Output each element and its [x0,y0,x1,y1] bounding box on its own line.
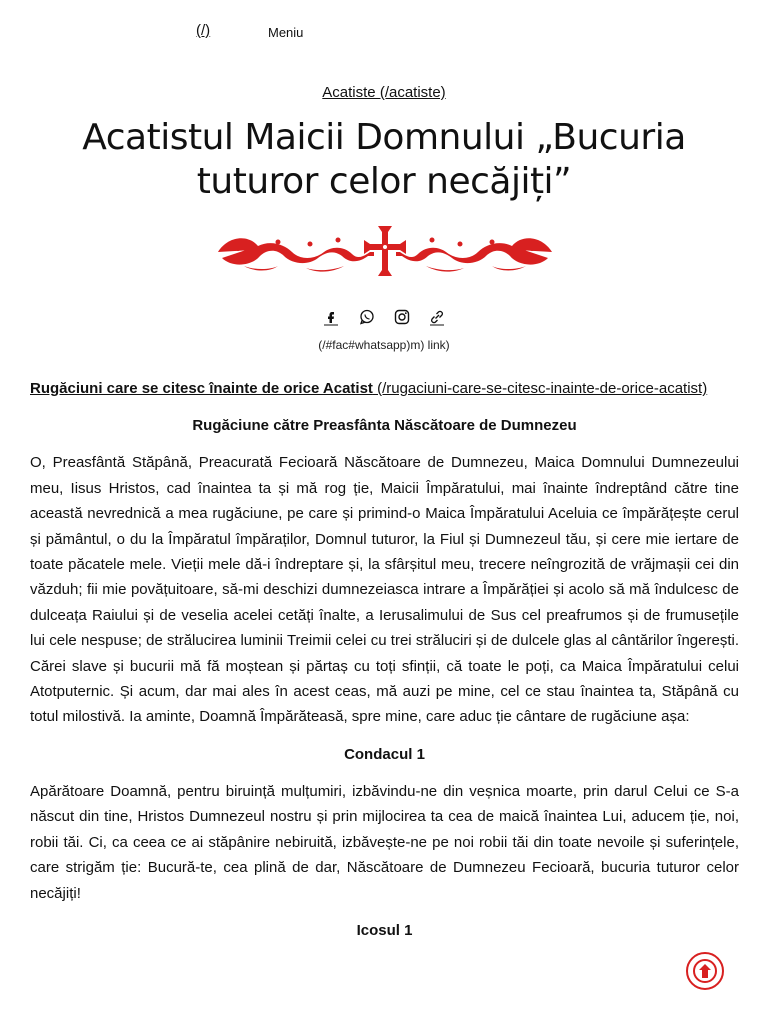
section-heading-condacul-1: Condacul 1 [344,745,425,763]
intro-link-url: (/rugaciuni-care-se-citesc-inainte-de-orice-acatist) [372,380,708,397]
category-link[interactable]: Acatiste (/acatiste) [322,84,446,101]
link-icon[interactable] [428,308,446,326]
orthodox-cross-ornament [214,226,556,278]
share-links-text[interactable]: (/#fac#whatsapp)m) link) [318,338,450,352]
page-title: Acatistul Maicii Domnului „Bucuria tuturor celor necăjiți” [82,117,686,202]
share-bar [0,308,768,328]
scroll-to-top-button[interactable] [686,952,724,990]
right-scroll-ornament [396,238,552,264]
section-text-condacul-1: Apărătoare Doamnă, pentru biruință mulțumiri, izbăvindu-ne din veșnica moarte, prin darul Celui ce S-a născut din tine, Hristos Dumnezeul nostru și prin mijlocirea ta cea de maică înaintea Lui, aducem ție, noi, robii tăi. Ci, ca ceea ce ai stăpânire nebiruită, izbăvește-ne pe noi robii tăi din toate nevoile și suferințele, care strigăm ție: Bucură-te, cea plină de dar, Născătoare de Dumnezeu Fecioară, bucuria tuturor celor necăjiți! [30,782,739,902]
top-bar [0,20,768,46]
instagram-icon[interactable] [393,308,411,326]
left-scroll-ornament [218,238,374,264]
section-heading-icosul-1: Icosul 1 [356,921,413,939]
whatsapp-icon[interactable] [358,308,376,326]
intro-prayers-link[interactable] [30,376,739,401]
section-text-rugaciune: O, Preasfântă Stăpână, Preacurată Fecioară Născătoare de Dumnezeu, Maica Domnului Dumnezeului meu, Iisus Hristos, cad înaintea ta și mă rog ție, Maicii Împăratului, mai înainte îndreptând către tine această nevrednică a mea rugăciune, pe care și primind-o Maica Împăratului Aceluia ce împărățește cerul și pământul, o du la Împăratul împăraților, Domnul tuturor, la Fiul și Dumnezeul tău, și cere mie iertare de toate păcatele mele. Vieții mele dă-i îndreptare și, la sfârșitul meu, trecere neîngrozită de vrăjmașii cei din văzduh; fii mie povățuitoare, să-mi deschizi dumnezeiasca intrare a Împărăției și acolo să mă îndulcesc de dulceața Raiului și de veselia acelei cetăți înalte, a Ierusalimului de Sus cel preafrumos și de frumusețile lui cele nespuse; de strălucirea luminii Treimii celei cu trei străluciri și de dulcele glas al cântărilor îngerești. Cărei slave și bucurii mă fă moștean și părtaș cu toți sfinții, că toate le poți, ca Maica Împăratului celui Atotputernic. Și acum, dar mai ales în acest ceas, mă auzi pe mine, cel ce stau înaintea ta, Stăpână cu totul milostivă. Ia aminte, Doamnă Împărăteasă, spre mine, care aduc ție cântare de rugăciune așa: [30,454,739,726]
arrow-up-circle-icon [692,958,718,984]
intro-link-label: Rugăciuni care se citesc înainte de orice Acatist [30,380,373,397]
facebook-icon[interactable] [322,308,340,326]
article-content [30,376,739,955]
menu-button[interactable]: Meniu [268,25,304,40]
breadcrumb [0,84,768,101]
section-heading-rugaciune: Rugăciune către Preasfânta Născătoare de Dumnezeu [192,417,577,435]
home-link[interactable]: (/) [196,22,211,39]
cross-icon [366,228,404,274]
